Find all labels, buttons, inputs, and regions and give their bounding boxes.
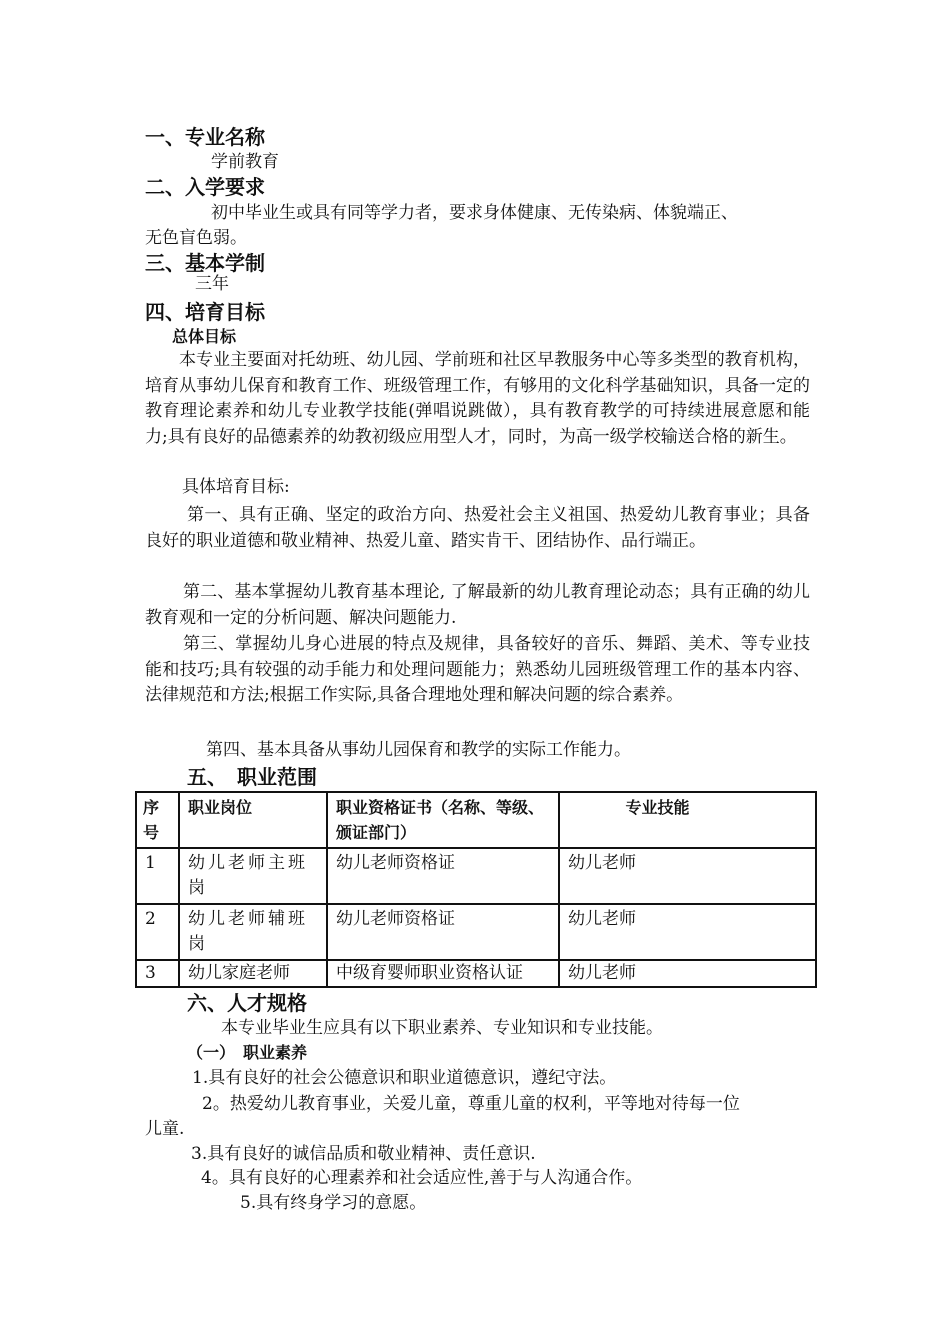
table-row	[136, 960, 816, 987]
table-header-row	[136, 792, 816, 848]
header-skill: 专业技能	[559, 792, 816, 848]
row-position: 幼儿家庭老师	[179, 960, 327, 987]
section-5-heading: 五、 职业范围	[187, 765, 317, 789]
table-row	[136, 904, 816, 960]
row-index: 3	[136, 960, 179, 987]
row-index: 2	[136, 904, 179, 960]
row-skill: 幼儿老师	[559, 960, 816, 987]
goal-4: 第四、基本具备从事幼儿园保育和教学的实际工作能力。	[206, 740, 631, 760]
row-index: 1	[136, 848, 179, 904]
section-1-heading: 一、专业名称	[145, 125, 265, 149]
table-row	[136, 848, 816, 904]
row-skill: 幼儿老师	[559, 848, 816, 904]
section-4-heading: 四、培育目标	[145, 300, 265, 324]
row-certificate: 中级育婴师职业资格认证	[327, 960, 559, 987]
row-position: 幼儿老师辅班岗	[179, 904, 327, 960]
overall-goal-heading: 总体目标	[172, 327, 237, 346]
overall-goal-paragraph: 本专业主要面对托幼班、幼儿园、学前班和社区早教服务中心等多类型的教育机构，培育从事幼儿保育和教育工作、班级管理工作，有够用的文化科学基础知识，具备一定的教育理论素养和幼儿专业教学技能(弹唱说跳做），具有教育教学的可持续进展意愿和能力;具有良好的品德素养的幼教初级应用型人才，同时，为高一级学校输送合格的新生。	[145, 350, 810, 447]
quality-item-4: 4。具有良好的心理素养和社会适应性,善于与人沟通合作。	[201, 1168, 643, 1188]
talent-spec-intro: 本专业毕业生应具有以下职业素养、专业知识和专业技能。	[221, 1018, 663, 1038]
study-duration: 三年	[195, 274, 229, 294]
quality-item-1: 1.具有良好的社会公德意识和职业道德意识，遵纪守法。	[192, 1068, 617, 1088]
section-3-heading: 三、基本学制	[145, 251, 265, 275]
goal-2: 第二、基本掌握幼儿教育基本理论, 了解最新的幼儿教育理论动态；具有正确的幼儿教育观和一定的分析问题、解决问题能力.	[145, 582, 810, 628]
admission-text-line-1: 初中毕业生或具有同等学力者，要求身体健康、无传染病、体貌端正、	[211, 203, 738, 223]
header-certificate: 职业资格证书（名称、等级、颁证部门）	[327, 792, 559, 848]
professional-quality-heading: （一） 职业素养	[187, 1043, 308, 1062]
major-name: 学前教育	[211, 152, 279, 172]
row-position: 幼儿老师主班岗	[179, 848, 327, 904]
row-certificate: 幼儿老师资格证	[327, 904, 559, 960]
header-index: 序号	[136, 792, 179, 848]
section-2-heading: 二、入学要求	[145, 175, 265, 199]
row-certificate: 幼儿老师资格证	[327, 848, 559, 904]
goal-3: 第三、掌握幼儿身心进展的特点及规律，具备较好的音乐、舞蹈、美术、等专业技能和技巧;具有较强的动手能力和处理问题能力；熟悉幼儿园班级管理工作的基本内容、法律规范和方法;根据工作实际,具备合理地处理和解决问题的综合素养。	[145, 634, 810, 705]
specific-goals-title: 具体培育目标:	[182, 477, 290, 497]
quality-item-2-line-1: 2。热爱幼儿教育事业，关爱儿童，尊重儿童的权利，平等地对待每一位	[202, 1094, 740, 1114]
admission-text-line-2: 无色盲色弱。	[145, 228, 247, 248]
row-skill: 幼儿老师	[559, 904, 816, 960]
quality-item-3: 3.具有良好的诚信品质和敬业精神、责任意识.	[191, 1144, 536, 1164]
quality-item-5: 5.具有终身学习的意愿。	[240, 1193, 427, 1213]
goal-1: 第一、具有正确、坚定的政治方向、热爱社会主义祖国、热爱幼儿教育事业；具备良好的职业道德和敬业精神、热爱儿童、踏实肯干、团结协作、品行端正。	[145, 505, 810, 551]
section-6-heading: 六、人才规格	[187, 991, 307, 1015]
header-position: 职业岗位	[179, 792, 327, 848]
career-scope-table	[135, 791, 817, 988]
quality-item-2-line-2: 儿童.	[145, 1119, 185, 1139]
